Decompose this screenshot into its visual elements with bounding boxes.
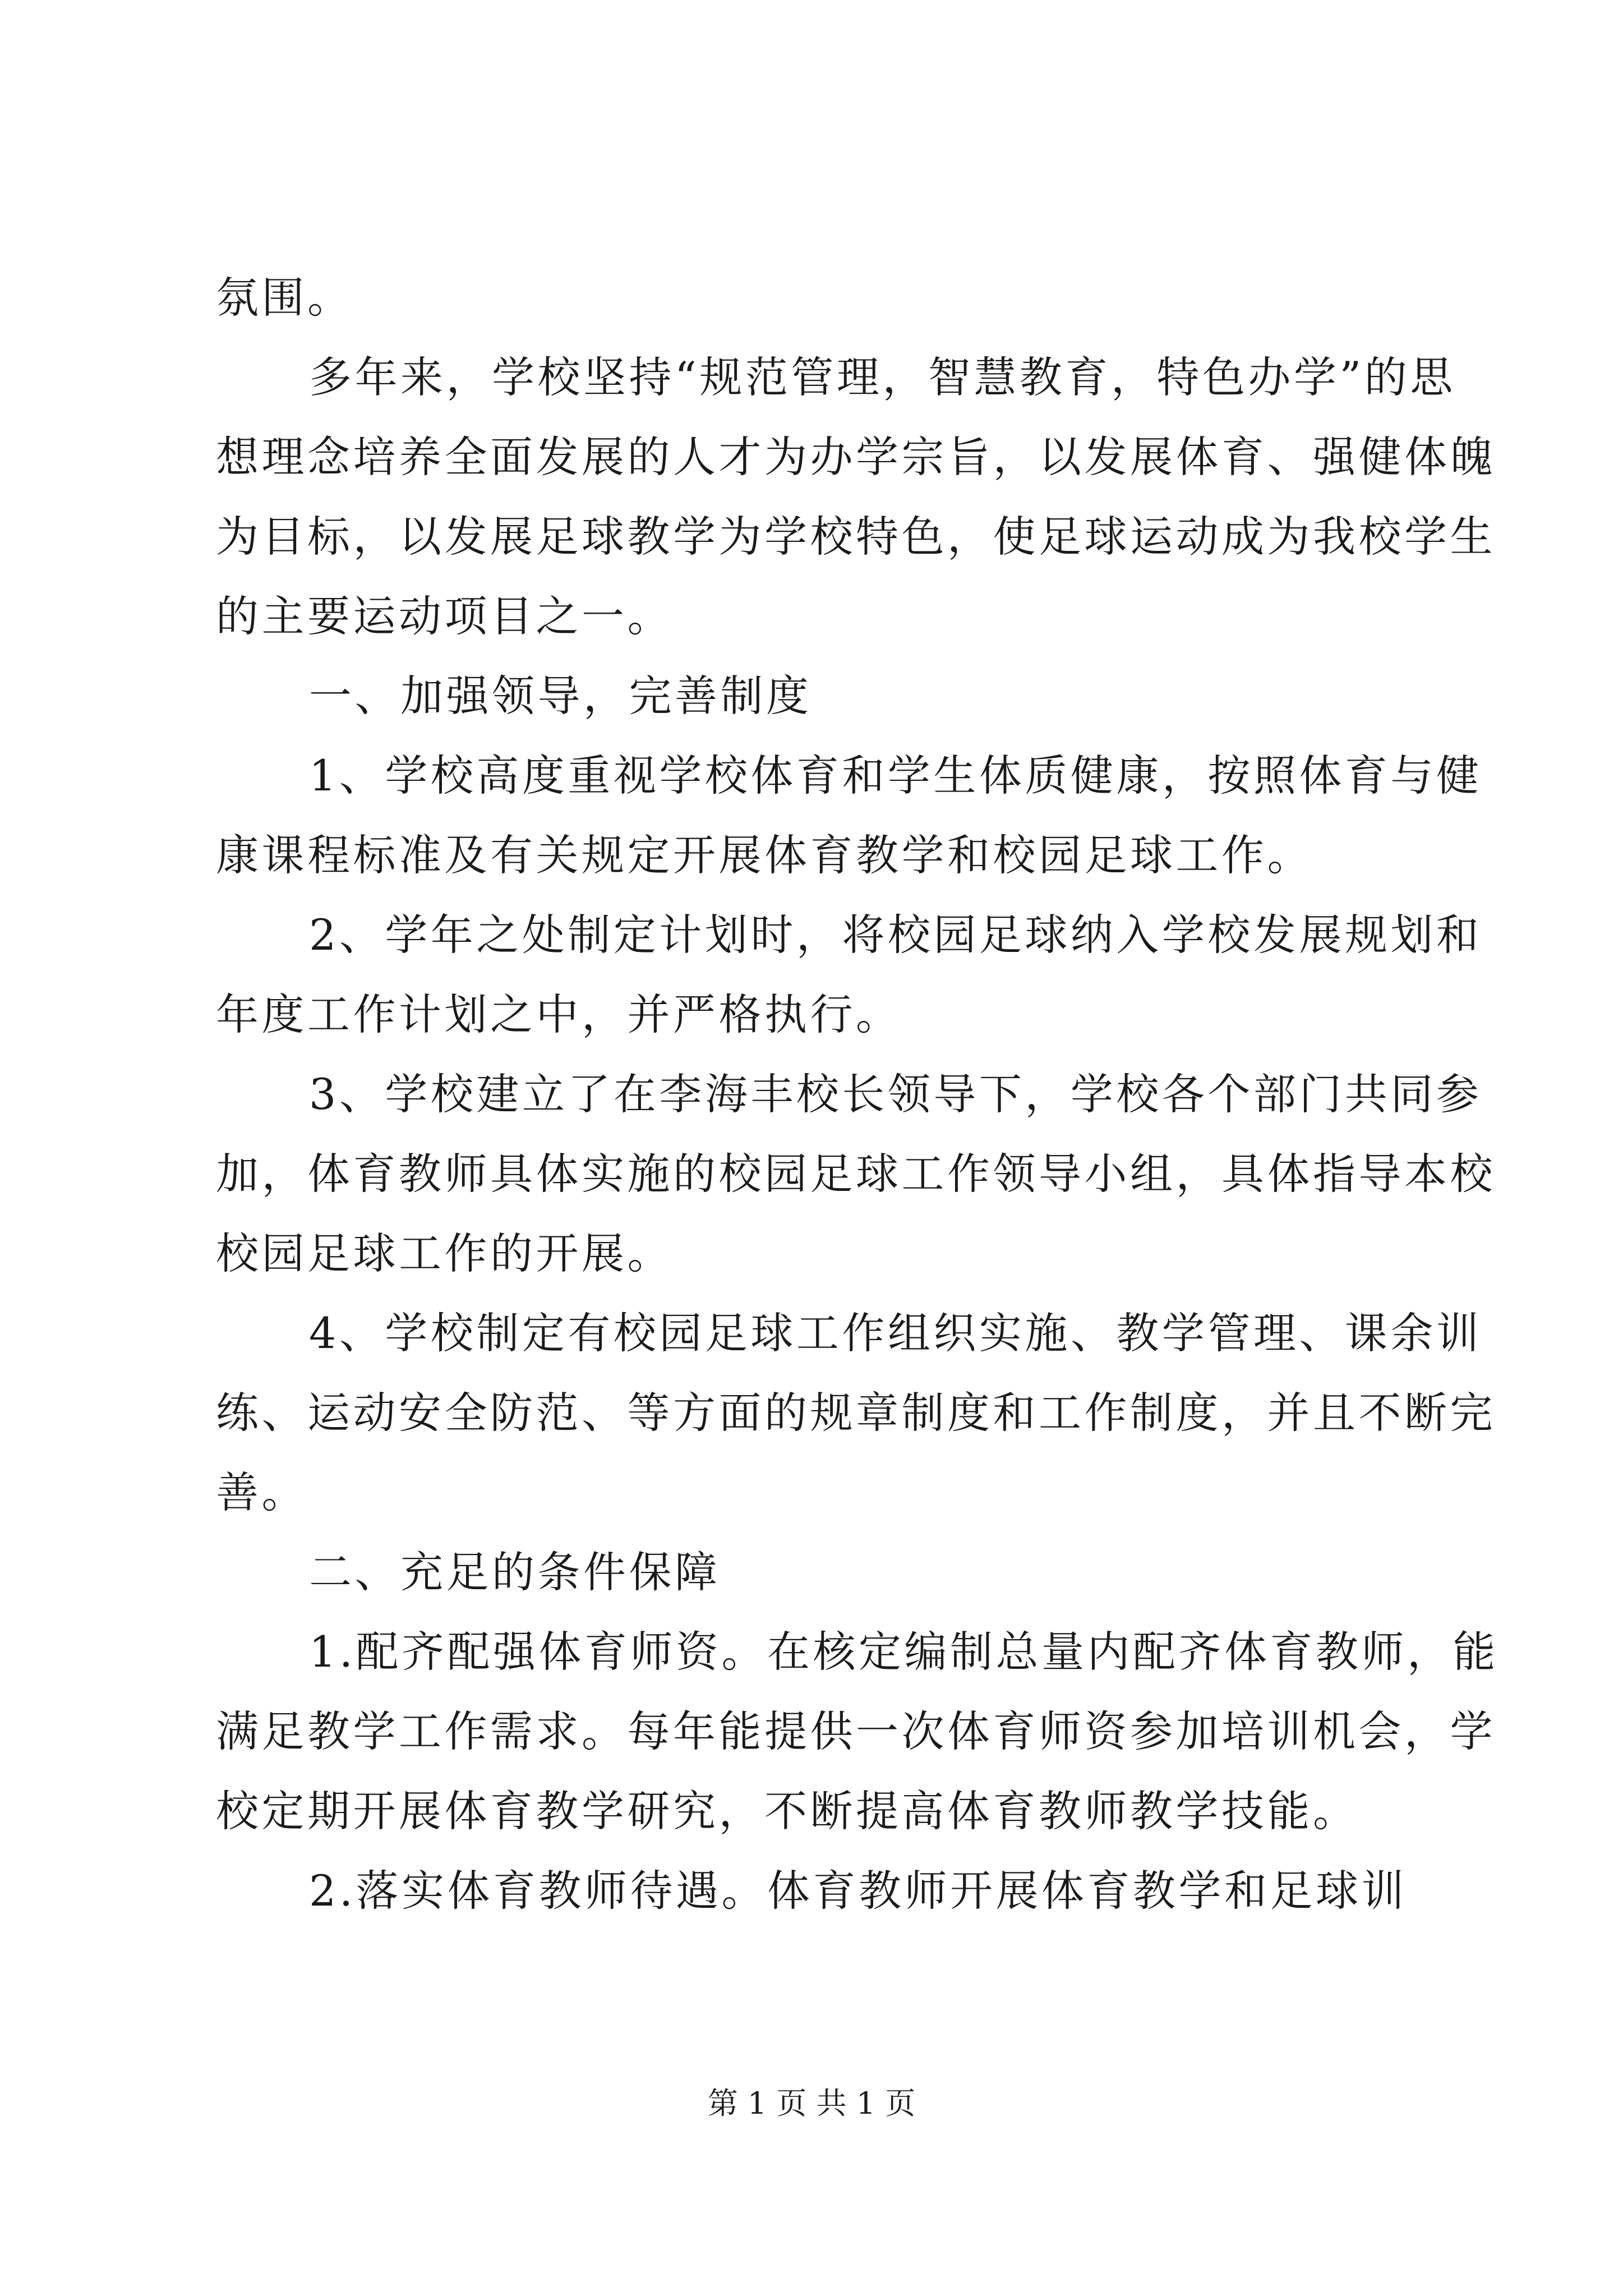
section-heading: 一、加强领导，完善制度 <box>309 671 812 721</box>
text-line: 满足教学工作需求。每年能提供一次体育师资参加培训机会，学 <box>216 1706 1496 1756</box>
text-line: 想理念培养全面发展的人才为办学宗旨，以发展体育、强健体魄 <box>216 432 1496 482</box>
text-line: 练、运动安全防范、等方面的规章制度和工作制度，并且不断完 <box>216 1388 1496 1438</box>
text-line: 善。 <box>216 1467 307 1517</box>
paragraph-start-line: 1.配齐配强体育师资。在核定编制总量内配齐体育教师，能 <box>309 1627 1499 1677</box>
text-line: 年度工作计划之中，并严格执行。 <box>216 990 902 1039</box>
text-line: 校园足球工作的开展。 <box>216 1228 673 1278</box>
section-heading: 二、充足的条件保障 <box>309 1547 721 1597</box>
page-footer: 第 1 页 共 1 页 <box>707 2086 916 2121</box>
text-line: 康课程标准及有关规定开展体育教学和校园足球工作。 <box>216 830 1313 880</box>
paragraph-start-line: 2.落实体育教师待遇。体育教师开展体育教学和足球训 <box>309 1866 1408 1916</box>
document-body <box>216 258 1499 1931</box>
text-line: 校定期开展体育教学研究，不断提高体育教师教学技能。 <box>216 1786 1359 1836</box>
paragraph-start-line: 多年来，学校坚持“规范管理，智慧教育，特色办学”的思 <box>309 352 1456 402</box>
text-line: 加，体育教师具体实施的校园足球工作领导小组，具体指导本校 <box>216 1149 1496 1199</box>
text-line: 氛围。 <box>216 273 353 323</box>
text-line: 的主要运动项目之一。 <box>216 591 673 641</box>
text-line: 为目标，以发展足球教学为学校特色，使足球运动成为我校学生 <box>216 512 1496 562</box>
paragraph-start-line: 1、学校高度重视学校体育和学生体质健康，按照体育与健 <box>309 751 1482 800</box>
paragraph-start-line: 3、学校建立了在李海丰校长领导下，学校各个部门共同参 <box>309 1069 1482 1119</box>
paragraph-start-line: 2、学年之处制定计划时，将校园足球纳入学校发展规划和 <box>309 910 1482 960</box>
paragraph-start-line: 4、学校制定有校园足球工作组织实施、教学管理、课余训 <box>309 1308 1482 1358</box>
